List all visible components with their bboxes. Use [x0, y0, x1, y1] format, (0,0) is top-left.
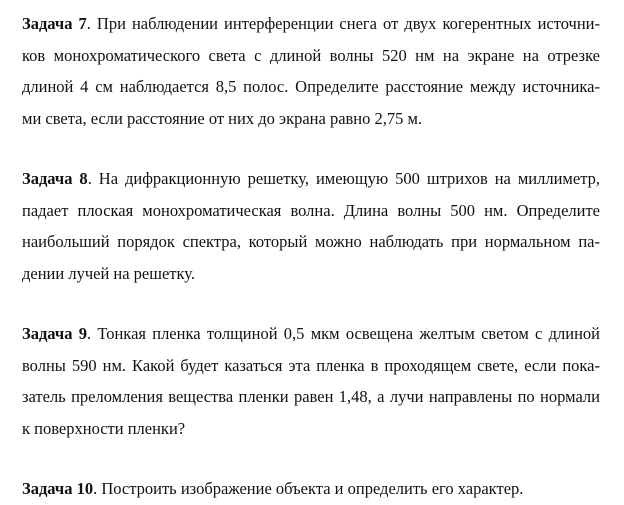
task-line: дении лучей на решетку. [22, 263, 195, 283]
task-line: ков монохроматического света с длиной волны 520 нм на экране на отрезке [22, 45, 600, 65]
task-line [22, 8, 600, 40]
task-line [22, 473, 600, 505]
document-page [22, 8, 600, 505]
task-text: . На дифракционную решетку, имеющую 500 штрихов на миллиметр, [87, 169, 600, 188]
task-10 [22, 473, 600, 505]
task-line: к поверхности пленки? [22, 418, 186, 438]
task-9 [22, 318, 600, 444]
task-line: волны 590 нм. Какой будет казаться эта пленка в проходящем свете, если пока- [22, 355, 600, 375]
task-title: Задача 8 [22, 169, 88, 188]
task-line [22, 163, 600, 195]
task-title: Задача 10 [22, 479, 94, 498]
task-line: ми света, если расстояние от них до экрана равно 2,75 м. [22, 108, 423, 128]
task-8 [22, 163, 600, 289]
task-line: затель преломления вещества пленки равен 1,48, а лучи направлены по нормали [22, 387, 600, 406]
task-line: наибольший порядок спектра, который можно наблюдать при нормальном па- [22, 232, 600, 251]
task-line: длиной 4 см наблюдается 8,5 полос. Определите расстояние между источника- [22, 77, 600, 96]
task-text: . Тонкая пленка толщиной 0,5 мкм освещена желтым светом с длиной [86, 324, 601, 343]
task-title: Задача 7 [22, 14, 87, 33]
task-title: Задача 9 [22, 324, 87, 343]
task-line [22, 318, 600, 350]
task-text: . При наблюдении интерференции снега от двух когерентных источни- [86, 14, 601, 33]
task-text: . Построить изображение объекта и определить его характер. [93, 479, 524, 498]
task-line: падает плоская монохроматическая волна. Длина волны 500 нм. Определите [22, 200, 600, 220]
task-7 [22, 8, 600, 134]
